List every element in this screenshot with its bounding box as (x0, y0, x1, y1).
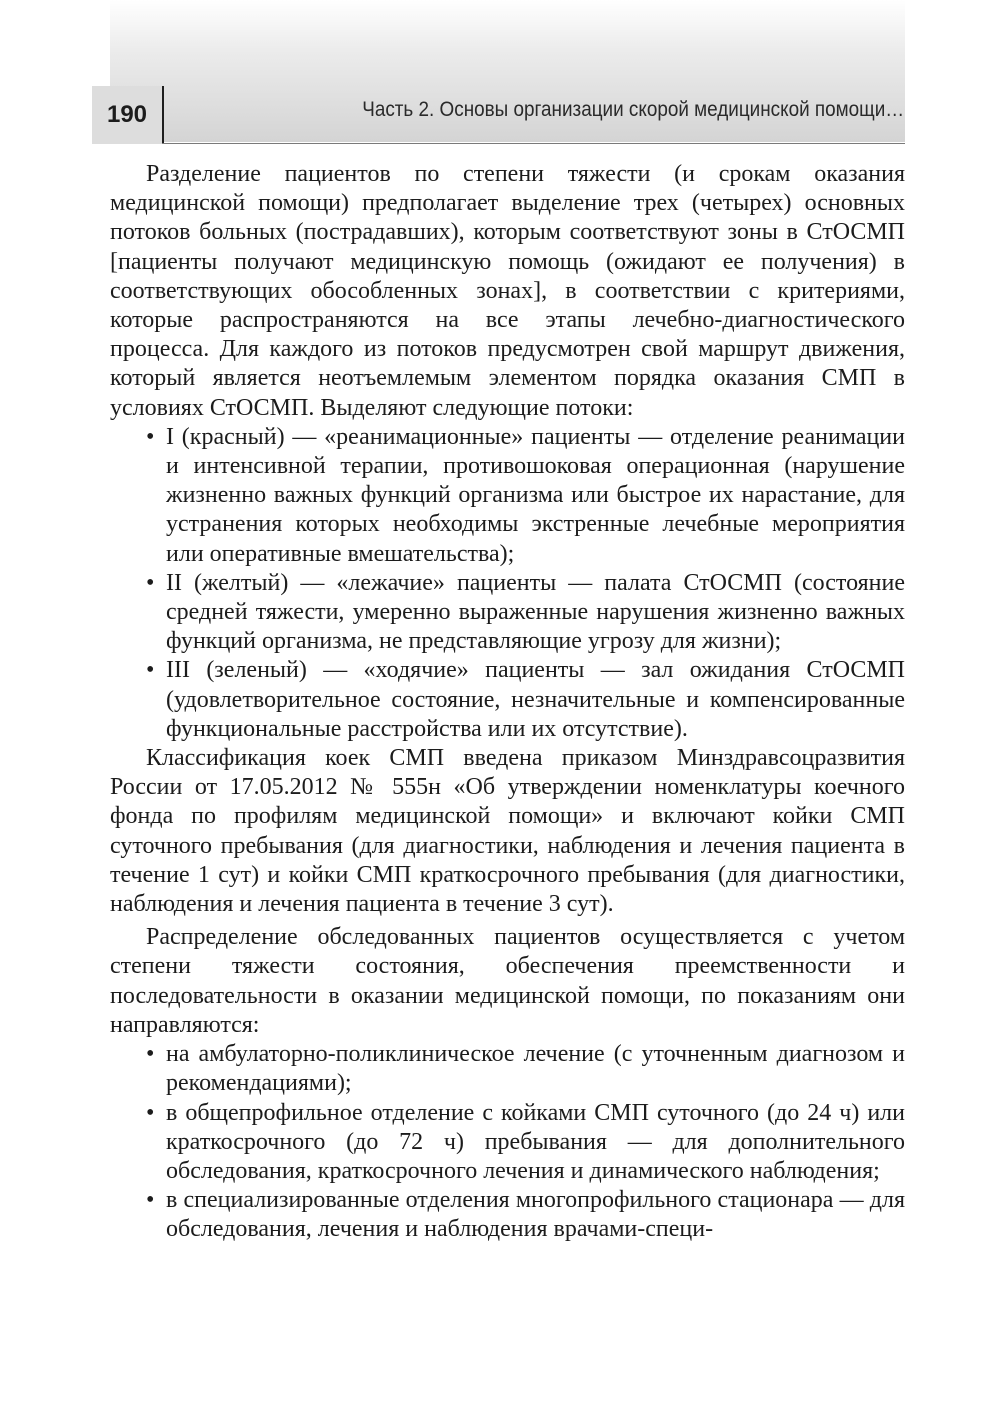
body-text (110, 160, 905, 1245)
running-head: Часть 2. Основы организации скорой медицинской помощи… (362, 98, 904, 121)
paragraph-distribution: Распределение обследованных пациентов осуществляется с учетом степени тяжести состояния, обеспечения преемственности и последовательности в оказании медицинской помощи, по показаниям они направляются: (110, 924, 905, 1038)
directions-list (110, 1040, 905, 1244)
header-rule (162, 143, 905, 144)
list-item-red-flow: • I (красный) — «реанимационные» пациенты — отделение реанимации и интенсивной терапии, противошоковая операционная (нарушение жизненно важных функций организма или быстрое их нарастание, для устранения которых необходимы экстренные лечебные мероприятия или оперативные вмешательства); (110, 423, 905, 569)
paragraph-bed-classification: Классификация коек СМП введена приказом Минздравсоцразвития России от 17.05.2012 № 555н «Об утверждении номенклатуры коечного фонда по профилям медицинской помощи» и включают койки СМП суточного пребывания (для диагностики, наблюдения и лечения пациента в течение 1 сут) и койки СМП краткосрочного пребывания (для диагностики, наблюдения и лечения пациента в течение 3 сут). (110, 745, 905, 918)
list-item-green-flow: • III (зеленый) — «ходячие» пациенты — зал ожидания СтОСМП (удовлетворительное состояние, незначительные и компенсированные функциональные расстройства или их отсутствие). (110, 656, 905, 744)
list-item-outpatient: • на амбулаторно-поликлиническое лечение (с уточненным диагнозом и рекомендациями); (110, 1040, 905, 1098)
flows-list (110, 423, 905, 744)
list-item-specialized-departments: • в специализированные отделения многопрофильного стационара — для обследования, лечения и наблюдения врачами-специ- (110, 1186, 905, 1244)
paragraph-flows-intro: Разделение пациентов по степени тяжести (и срокам оказания медицинской помощи) предполагает выделение трех (четырех) основных потоков больных (пострадавших), которым соответствуют зоны в СтОСМП [пациенты получают медицинскую помощь (ожидают ее получения) в соответствующих обособленных зонах], в соответствии с критериями, которые распространяются на все этапы лечебно-диагностического процесса. Для каждого из потоков предусмотрен свой маршрут движения, который является неотъемлемым элементом порядка оказания СМП в условиях СтОСМП. Выделяют следующие потоки: (110, 161, 905, 421)
list-item-general-department: • в общепрофильное отделение с койками СМП суточного (до 24 ч) или краткосрочного (до 72 ч) пребывания — для дополнительного обследования, краткосрочного лечения и динамического наблюдения; (110, 1099, 905, 1187)
list-item-yellow-flow: • II (желтый) — «лежачие» пациенты — палата СтОСМП (состояние средней тяжести, умеренно выраженные нарушения жизненно важных функций организма, не представляющие угрозу для жизни); (110, 569, 905, 657)
page-number: 190 (92, 86, 164, 144)
